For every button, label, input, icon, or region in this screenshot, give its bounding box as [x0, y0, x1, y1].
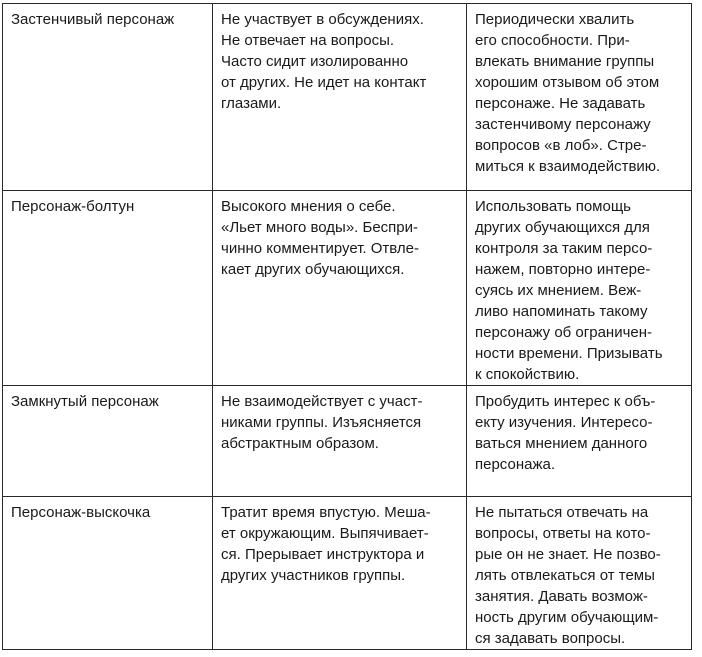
advice-text-line: Пробудить интерес к объ-	[475, 393, 656, 410]
character-type: Замкнутый персонаж	[11, 393, 159, 410]
advice-text-line: Не пытаться отвечать на	[475, 504, 649, 521]
table-row	[3, 191, 692, 386]
advice-text-line: ваться мнением данного	[475, 435, 648, 452]
behavior-text-line: Не взаимодействует с участ-	[221, 393, 423, 410]
behavior-text-line: других участников группы.	[221, 567, 406, 584]
advice-text-line: контроля за таким персо-	[475, 240, 653, 257]
behavior-cell	[213, 191, 467, 386]
advice-text-line: миться к взаимодействию.	[475, 158, 661, 175]
character-type-cell	[3, 191, 213, 386]
advice-text-line: персонаже. Не задавать	[475, 95, 646, 112]
behavior-cell	[213, 4, 467, 191]
advice-text-line: его способности. При-	[475, 32, 630, 49]
advice-text-line: лять отвлекаться от темы	[475, 567, 655, 584]
behavior-text-line: абстрактным образом.	[221, 435, 379, 452]
advice-text-line: других обучающихся для	[475, 219, 650, 236]
behavior-text-line: Не участвует в обсуждениях.	[221, 11, 424, 28]
advice-text-line: екту изучения. Интересо-	[475, 414, 653, 431]
behavior-text-line: ся. Прерывает инструктора и	[221, 546, 425, 563]
advice-text-line: ливо напоминать такому	[475, 303, 648, 320]
advice-text-line: занятия. Давать возмож-	[475, 588, 648, 605]
advice-text-line: вопросы, ответы на кото-	[475, 525, 651, 542]
character-type: Персонаж-болтун	[11, 198, 135, 215]
advice-text-line: Использовать помощь	[475, 198, 631, 215]
behavior-text-line: Высокого мнения о себе.	[221, 198, 396, 215]
advice-text-line: рые он не знает. Не позво-	[475, 546, 661, 563]
table-row	[3, 497, 692, 650]
behavior-text-line: «Льет много воды». Беспри-	[221, 219, 419, 236]
advice-text-line: влекать внимание группы	[475, 53, 655, 70]
advice-text-line: ся задавать вопросы.	[475, 630, 626, 647]
advice-text-line: к спокойствию.	[475, 366, 580, 383]
advice-text-line: Периодически хвалить	[475, 11, 635, 28]
advice-cell	[467, 497, 692, 650]
advice-text-line: персонажу об ограничен-	[475, 324, 653, 341]
behavior-text-line: Тратит время впустую. Меша-	[221, 504, 431, 521]
behavior-text-line: глазами.	[221, 95, 282, 112]
advice-cell	[467, 191, 692, 386]
advice-text-line: ности времени. Призывать	[475, 345, 663, 362]
advice-text-line: ность другим обучающим-	[475, 609, 659, 626]
behavior-text-line: кает других обучающихся.	[221, 261, 405, 278]
character-types-table	[2, 3, 692, 650]
behavior-text-line: Часто сидит изолированно	[221, 53, 409, 70]
behavior-text-line: от других. Не идет на контакт	[221, 74, 427, 91]
character-type-cell	[3, 386, 213, 497]
advice-cell	[467, 4, 692, 191]
character-type: Застенчивый персонаж	[11, 11, 175, 28]
character-type-cell	[3, 497, 213, 650]
behavior-text-line: ет окружающим. Выпячивает-	[221, 525, 429, 542]
advice-text-line: вопросов «в лоб». Стре-	[475, 137, 647, 154]
character-type: Персонаж-выскочка	[11, 504, 151, 521]
behavior-cell	[213, 497, 467, 650]
advice-text-line: нажем, повторно интере-	[475, 261, 651, 278]
advice-text-line: суясь их мнением. Веж-	[475, 282, 642, 299]
advice-cell	[467, 386, 692, 497]
behavior-text-line: Не отвечает на вопросы.	[221, 32, 395, 49]
table-row	[3, 4, 692, 191]
advice-text-line: застенчивому персонажу	[475, 116, 651, 133]
behavior-cell	[213, 386, 467, 497]
advice-text-line: хорошим отзывом об этом	[475, 74, 660, 91]
behavior-text-line: никами группы. Изъясняется	[221, 414, 422, 431]
character-type-cell	[3, 4, 213, 191]
table-row	[3, 386, 692, 497]
advice-text-line: персонажа.	[475, 456, 555, 473]
behavior-text-line: чинно комментирует. Отвле-	[221, 240, 419, 257]
